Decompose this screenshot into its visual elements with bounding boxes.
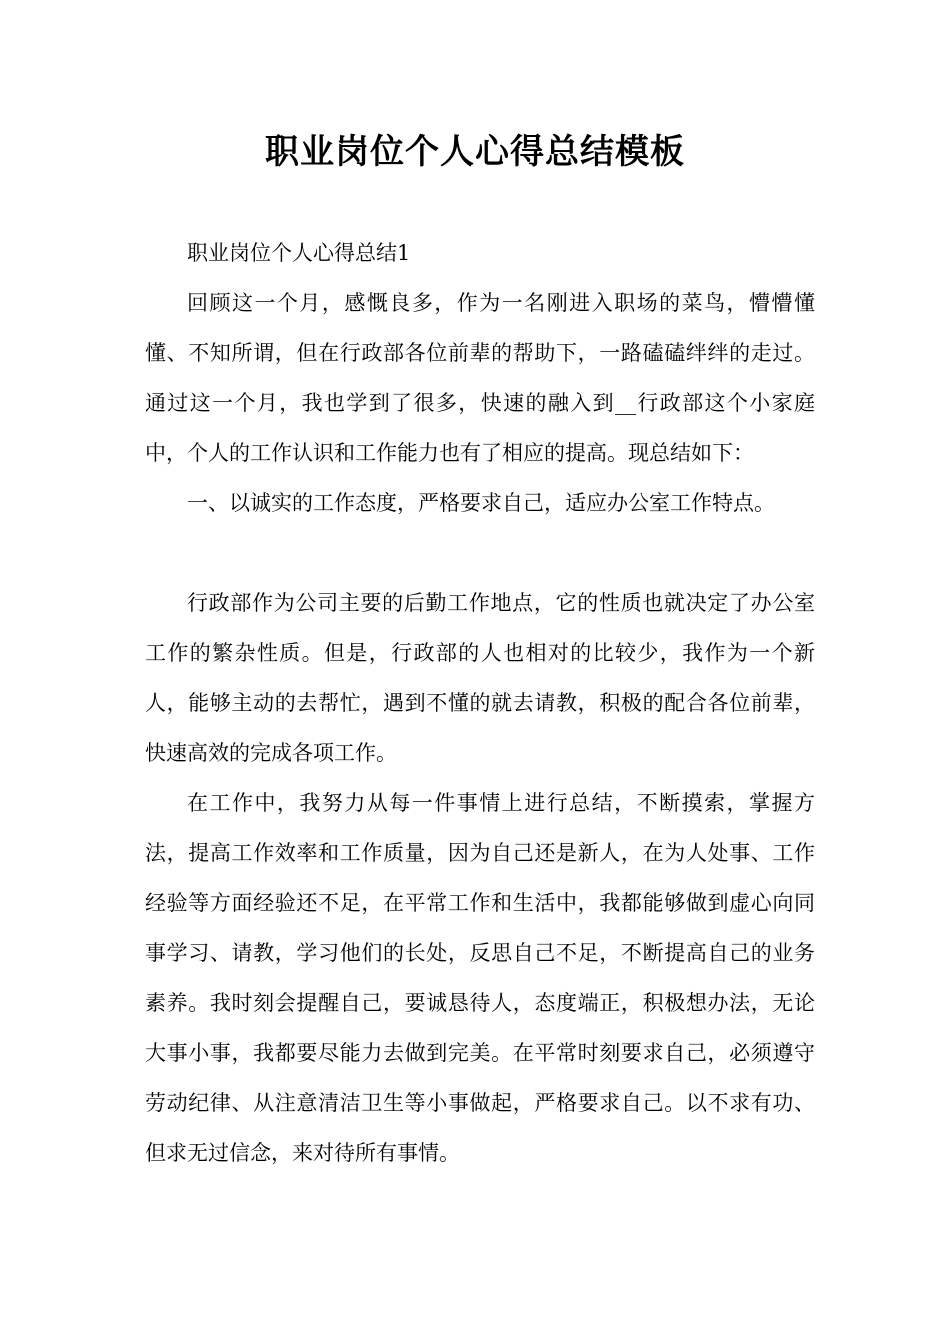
blank-line [145,528,815,578]
paragraph-intro: 回顾这一个月，感慨良多，作为一名刚进入职场的菜鸟，懵懵懂懂、不知所谓，但在行政部各位前辈的帮助下，一路磕磕绊绊的走过。通过这一个月，我也学到了很多，快速的融入到__行政部这个小家庭中，个人的工作认识和工作能力也有了相应的提高。现总结如下： [145,291,815,465]
paragraph-point-one: 一、以诚实的工作态度，严格要求自己，适应办公室工作特点。 [187,491,775,515]
paragraph-work-summary: 在工作中，我努力从每一件事情上进行总结，不断摸索，掌握方法，提高工作效率和工作质量，因为自己还是新人，在为人处事、工作经验等方面经验还不足，在平常工作和生活中，我都能够做到虚心向同事学习、请教，学习他们的长处，反思自己不足，不断提高自己的业务素养。我时刻会提醒自己，要诚恳待人，态度端正，积极想办法，无论大事小事，我都要尽能力去做到完美。在平常时刻要求自己，必须遵守劳动纪律、从注意清洁卫生等小事做起，严格要求自己。以不求有功、但求无过信念，来对待所有事情。 [145,791,815,1165]
paragraph-admin-dept: 行政部作为公司主要的后勤工作地点，它的性质也就决定了办公室工作的繁杂性质。但是，行政部的人也相对的比较少，我作为一个新人，能够主动的去帮忙，遇到不懂的就去请教，积极的配合各位前辈，快速高效的完成各项工作。 [145,591,815,765]
section-heading: 职业岗位个人心得总结1 [187,241,411,265]
document-body [145,228,815,1178]
document-title: 职业岗位个人心得总结模板 [265,132,685,172]
